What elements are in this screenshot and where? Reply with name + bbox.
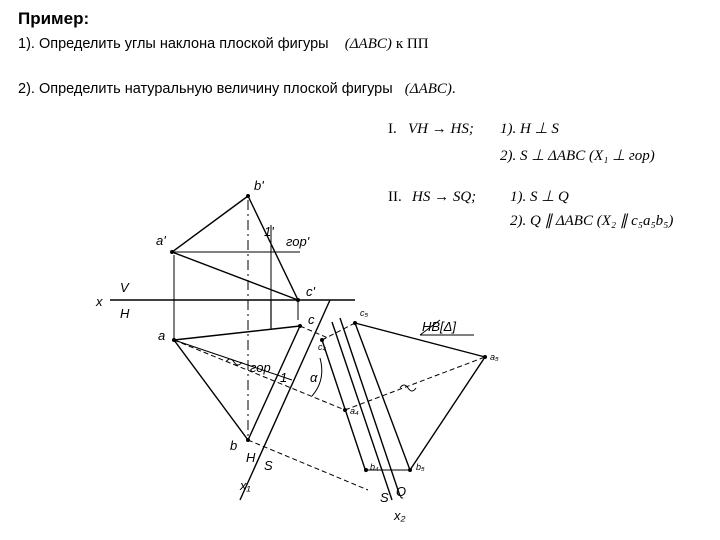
label-x1: x₁ bbox=[240, 478, 251, 493]
label-S2: S bbox=[380, 490, 389, 505]
degenerate-line bbox=[322, 340, 366, 472]
label-c: c bbox=[308, 312, 315, 327]
label-hb: НВ[Δ] bbox=[422, 319, 457, 334]
frontal-triangle bbox=[172, 196, 298, 300]
label-b: b bbox=[230, 438, 238, 453]
plan-step2-transform: HS → SQ; bbox=[412, 189, 477, 205]
plan-step2-num: II. bbox=[388, 189, 402, 205]
label-1-prime: 1' bbox=[264, 224, 274, 239]
label-b5: b₅ bbox=[416, 462, 425, 472]
label-a5: a₅ bbox=[490, 352, 499, 362]
label-b-prime: b' bbox=[254, 178, 264, 193]
label-H-axis: H bbox=[246, 450, 256, 465]
task-1-suffix: к ПП bbox=[395, 36, 429, 52]
label-V: V bbox=[120, 280, 129, 295]
link-a45 bbox=[345, 357, 485, 410]
label-b4: b₄ bbox=[370, 462, 379, 472]
task-2-suffix: . bbox=[451, 81, 456, 97]
label-x2: x₂ bbox=[394, 508, 406, 523]
label-gor-prime: гор' bbox=[286, 234, 310, 249]
heading: Пример: bbox=[18, 9, 90, 28]
label-c-prime: c' bbox=[306, 284, 315, 299]
label-Q: Q bbox=[396, 484, 407, 499]
label-c4: c₄ bbox=[318, 342, 327, 352]
plan-step1-a: 1). H ⊥ S bbox=[500, 121, 559, 137]
task-2-formula: (ΔABC) bbox=[404, 81, 452, 97]
plan-step2-a: 1). S ⊥ Q bbox=[510, 189, 569, 205]
axis-x45 bbox=[332, 322, 392, 500]
link-c45 bbox=[322, 323, 355, 340]
label-a4: a₄ bbox=[350, 406, 359, 416]
axis-x14 bbox=[240, 300, 330, 500]
plan-step1-num: I. bbox=[388, 121, 397, 137]
task-2-text: 2). Определить натуральную величину плоской фигуры bbox=[18, 81, 393, 97]
task-1-text: 1). Определить углы наклона плоской фигуры bbox=[18, 36, 329, 52]
plan-step1-transform: VH → HS; bbox=[408, 121, 474, 137]
label-a-prime: a' bbox=[156, 233, 166, 248]
label-gor: гор bbox=[250, 360, 271, 375]
label-S-axis: S bbox=[264, 458, 273, 473]
plan-step1-b: 2). S ⊥ ΔABC (X₁ ⊥ гор) bbox=[500, 148, 655, 164]
label-alpha: α bbox=[310, 370, 318, 385]
label-x: x bbox=[96, 294, 103, 309]
label-H: H bbox=[120, 306, 130, 321]
plan-step2-b: 2). Q ∥ ΔABC (X₂ ∥ c₅a₅b₅) bbox=[510, 213, 674, 229]
label-c5: c₅ bbox=[360, 308, 369, 318]
label-a: a bbox=[158, 328, 166, 343]
task-1-formula: (ΔABC) bbox=[344, 36, 392, 52]
label-1: 1 bbox=[280, 370, 288, 385]
